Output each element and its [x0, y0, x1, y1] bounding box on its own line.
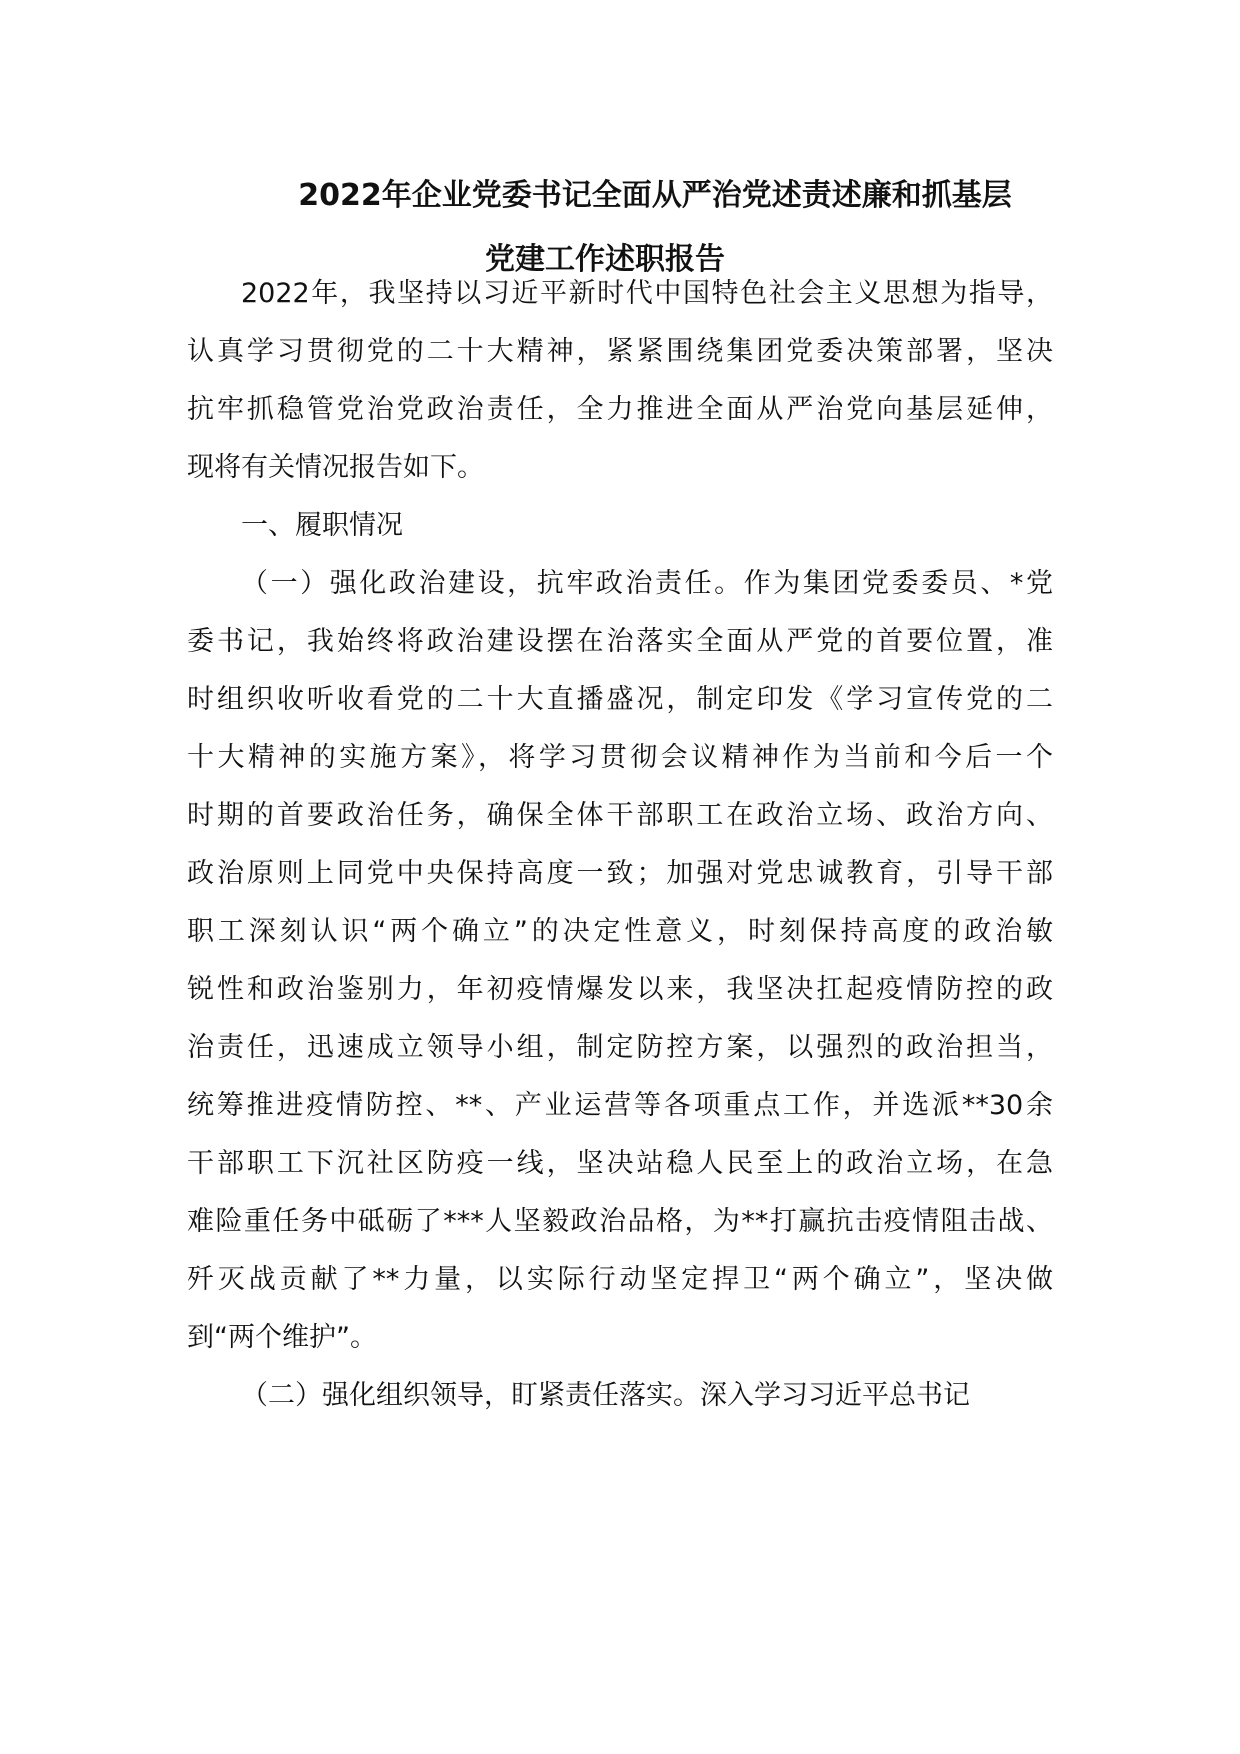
- paragraph-line: 现将有关情况报告如下。: [187, 452, 484, 483]
- paragraph-line: 干部职工下沉社区防疫一线，坚决站稳人民至上的政治立场，在急: [187, 1148, 1053, 1179]
- document-title-line-1: 2022年企业党委书记全面从严治党述责述廉和抓基层: [298, 178, 1012, 213]
- paragraph: [187, 564, 1053, 1376]
- paragraph-line: 到“两个维护”。: [187, 1322, 377, 1353]
- paragraph-line: 2022年，我坚持以习近平新时代中国特色社会主义思想为指导，: [241, 278, 1053, 309]
- paragraph-line: 歼灭战贡献了**力量，以实际行动坚定捍卫“两个确立”，坚决做: [187, 1264, 1053, 1295]
- document-body: [187, 274, 1053, 1434]
- document-title-line-2: 党建工作述职报告: [485, 242, 725, 277]
- paragraph-line: 职工深刻认识“两个确立”的决定性意义，时刻保持高度的政治敏: [187, 916, 1053, 947]
- paragraph-line: 政治原则上同党中央保持高度一致；加强对党忠诚教育，引导干部: [187, 858, 1053, 889]
- paragraph: [187, 506, 1053, 564]
- paragraph-line: 认真学习贯彻党的二十大精神，紧紧围绕集团党委决策部署，坚决: [187, 336, 1053, 367]
- paragraph-line: （二）强化组织领导，盯紧责任落实。深入学习习近平总书记: [241, 1380, 970, 1411]
- paragraph-line: 时组织收听收看党的二十大直播盛况，制定印发《学习宣传党的二: [187, 684, 1053, 715]
- paragraph-line: 抗牢抓稳管党治党政治责任，全力推进全面从严治党向基层延伸，: [187, 394, 1053, 425]
- paragraph-line: 一、履职情况: [241, 510, 403, 541]
- paragraph-line: 治责任，迅速成立领导小组，制定防控方案，以强烈的政治担当，: [187, 1032, 1053, 1063]
- paragraph-line: 委书记，我始终将政治建设摆在治落实全面从严党的首要位置，准: [187, 626, 1053, 657]
- paragraph-line: 难险重任务中砥砺了***人坚毅政治品格，为**打赢抗击疫情阻击战、: [187, 1206, 1053, 1237]
- paragraph-line: （一）强化政治建设，抗牢政治责任。作为集团党委委员、*党: [241, 568, 1053, 599]
- paragraph-line: 统筹推进疫情防控、**、产业运营等各项重点工作，并选派**30余: [187, 1090, 1053, 1121]
- paragraph: [187, 1376, 1053, 1434]
- paragraph-line: 时期的首要政治任务，确保全体干部职工在政治立场、政治方向、: [187, 800, 1053, 831]
- paragraph: [187, 274, 1053, 506]
- paragraph-line: 十大精神的实施方案》，将学习贯彻会议精神作为当前和今后一个: [187, 742, 1053, 773]
- paragraph-line: 锐性和政治鉴别力，年初疫情爆发以来，我坚决扛起疫情防控的政: [187, 974, 1053, 1005]
